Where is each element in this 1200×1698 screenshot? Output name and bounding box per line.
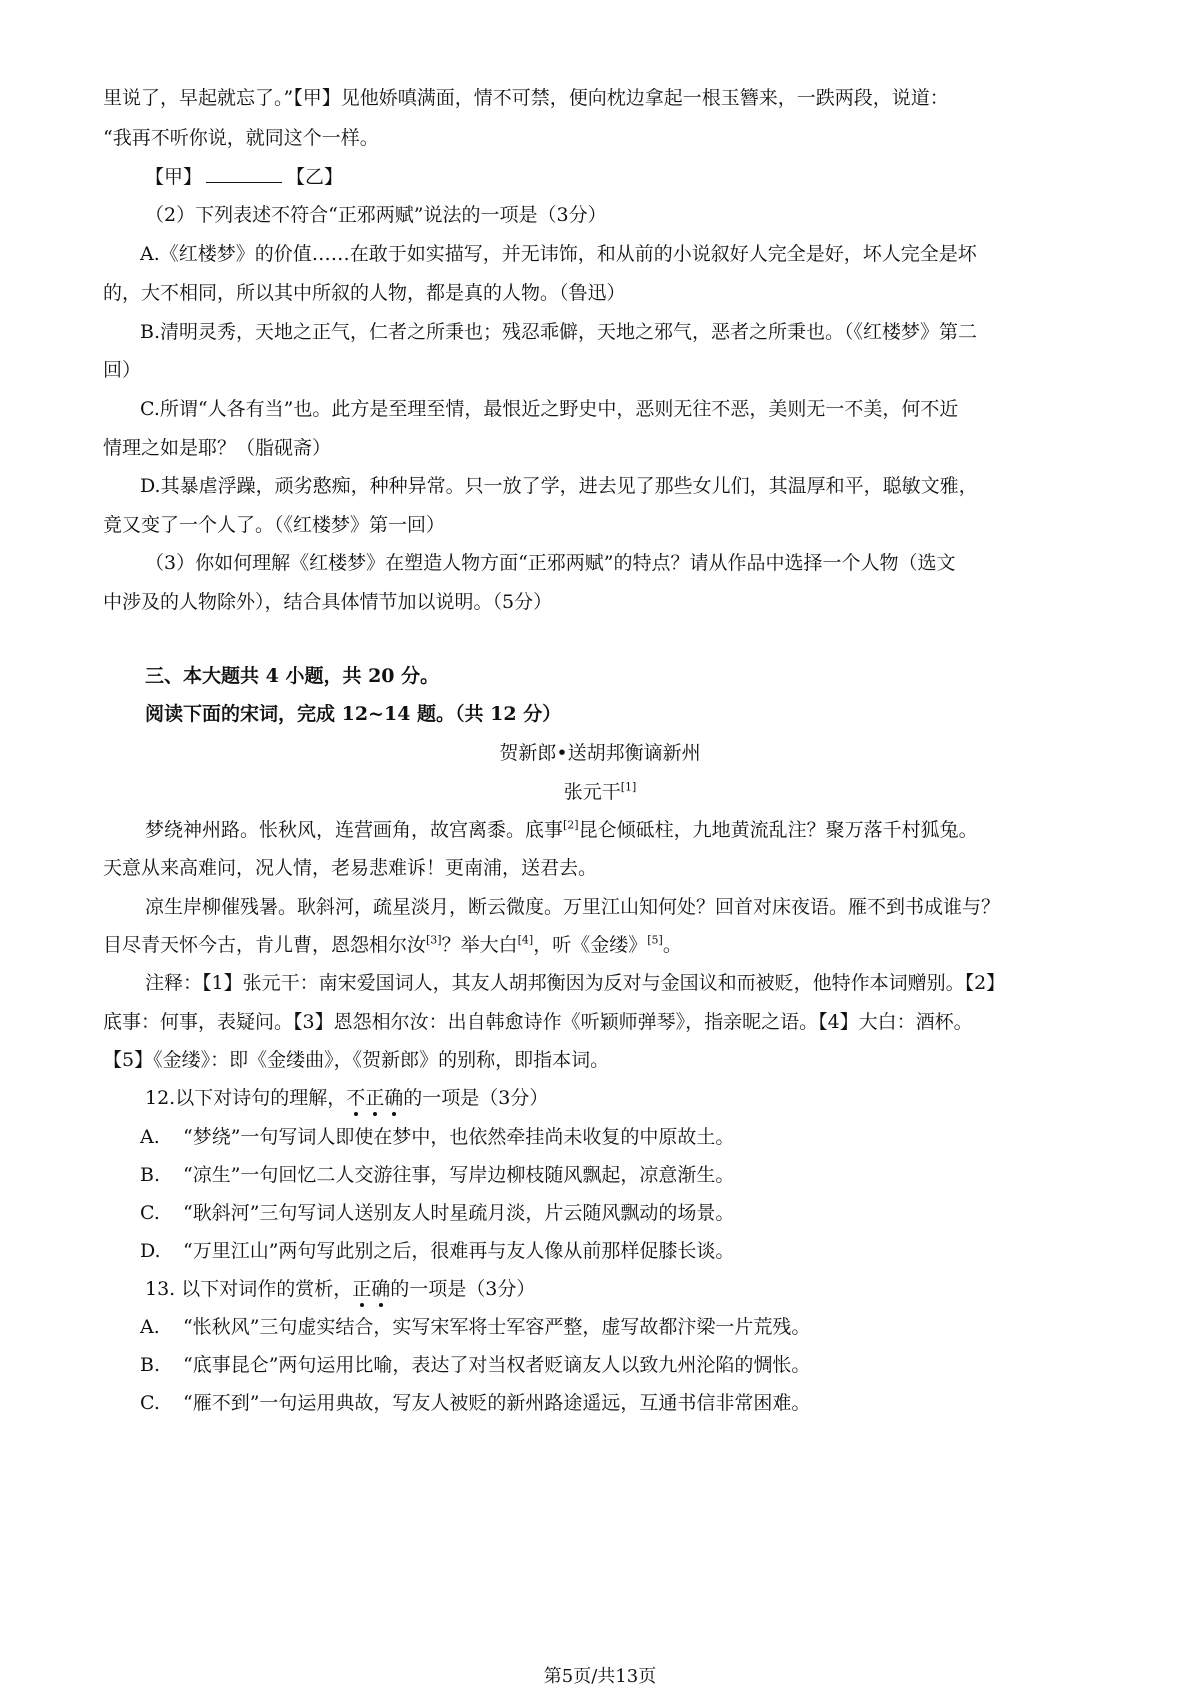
q12-option-b-label: B.	[140, 1164, 161, 1186]
section-heading: 三、本大题共 4 小题，共 20 分。	[145, 665, 440, 687]
blank-label-yi: 【乙】	[286, 166, 344, 188]
q11-option-b-line-2: 回）	[103, 359, 142, 381]
notes-line-3: 【5】《金缕》：即《金缕曲》，《贺新郎》的别称，即指本词。	[103, 1049, 610, 1071]
notes-line-1: 注释：【1】张元干：南宋爱国词人，其友人胡邦衡因为反对与金国议和而被贬，他特作本词赠别。【2】	[145, 972, 1006, 994]
emphasis-char: 确	[371, 1278, 391, 1300]
notes-line-2: 底事：何事，表疑问。【3】恩怨相尔汝：出自韩愈诗作《听颖师弹琴》，指亲昵之语。【4】大白：酒杯。	[103, 1011, 973, 1033]
passage-line-1: 里说了，早起就忘了。”【甲】见他娇嗔满面，情不可禁，便向枕边拿起一根玉簪来，一跌两段，说道：	[103, 87, 949, 109]
answer-blank[interactable]	[206, 164, 282, 183]
q11-part3-line-2: 中涉及的人物除外），结合具体情节加以说明。（5分）	[103, 591, 553, 613]
poem-stanza-1-line-2: 天意从来高难问，况人情，老易悲难诉！更南浦，送君去。	[103, 857, 598, 879]
emphasis-char: 不	[346, 1087, 366, 1109]
q13-option-b: “底事昆仑”两句运用比喻，表达了对当权者贬谪友人以致九州沦陷的惆怅。	[183, 1354, 811, 1376]
q12-stem-text: 的一项是（3分）	[403, 1087, 549, 1109]
q13-option-b-label: B.	[140, 1354, 161, 1376]
poem-author	[0, 780, 1200, 804]
q13-option-a-label: A.	[140, 1316, 160, 1338]
blank-label-jia: 【甲】	[145, 166, 203, 188]
q12-option-b: “凉生”一句回忆二人交游往事，写岸边柳枝随风飘起，凉意渐生。	[183, 1164, 735, 1186]
note-ref-4: [4]	[517, 933, 534, 947]
poem-text: 梦绕神州路。怅秋风，连营画角，故宫离黍。底事	[145, 819, 564, 841]
q11-option-a-line-2: 的，大不相同，所以其中所叙的人物，都是真的人物。（鲁迅）	[103, 282, 626, 304]
author-note-ref: [1]	[620, 780, 637, 794]
q11-option-d-line-2: 竟又变了一个人了。（《红楼梦》第一回）	[103, 514, 446, 536]
q13-option-a: “怅秋风”三句虚实结合，实写宋军将士军容严整，虚写故都汴梁一片荒残。	[183, 1316, 811, 1338]
q12-stem-text: 12.以下对诗句的理解，	[145, 1087, 347, 1109]
note-ref-2: [2]	[563, 818, 579, 832]
q11-part3-line-1: （3）你如何理解《红楼梦》在塑造人物方面“正邪两赋”的特点？请从作品中选择一个人物（选文	[145, 552, 956, 574]
poem-text: ，听《金缕》	[533, 934, 648, 956]
section-instruction: 阅读下面的宋词，完成 12~14 题。（共 12 分）	[145, 703, 562, 725]
poem-text: 目尽青天怀今古，肯儿曹，恩怨相尔汝	[103, 934, 427, 956]
q13-stem-text: 13. 以下对词作的赏析，	[145, 1278, 353, 1300]
q13-stem	[145, 1277, 535, 1301]
q12-stem	[145, 1086, 548, 1110]
page-number: 第5页/共13页	[543, 1666, 657, 1687]
q11-option-b-line-1: B.清明灵秀，天地之正气，仁者之所秉也；残忍乖僻，天地之邪气，恶者之所秉也。（《红楼梦》第二	[140, 321, 978, 343]
q12-option-a: “梦绕”一句写词人即使在梦中，也依然牵挂尚未收复的中原故土。	[183, 1126, 735, 1148]
q13-option-c-label: C.	[140, 1392, 160, 1414]
emphasis-char: 确	[384, 1087, 404, 1109]
q12-option-a-label: A.	[140, 1126, 160, 1148]
q12-option-d: “万里江山”两句写此别之后，很难再与友人像从前那样促膝长谈。	[183, 1240, 735, 1262]
emphasis-char: 正	[365, 1087, 385, 1109]
q11-option-a-line-1: A.《红楼梦》的价值……在敢于如实描写，并无讳饰，和从前的小说叙好人完全是好，坏人完全是坏	[140, 243, 977, 265]
passage-line-2: “我再不听你说，就同这个一样。	[103, 127, 379, 149]
poem-text: ？举大白	[441, 934, 518, 956]
q12-option-d-label: D.	[140, 1240, 161, 1262]
emphasis-char: 正	[352, 1278, 372, 1300]
fill-blank-line	[145, 164, 343, 189]
poem-title: 贺新郎•送胡邦衡谪新州	[499, 742, 701, 764]
q11-option-c-line-2: 情理之如是耶？（脂砚斋）	[103, 437, 332, 459]
note-ref-5: [5]	[647, 933, 663, 947]
poem-text: 昆仑倾砥柱，九地黄流乱注？聚万落千村狐兔。	[578, 819, 978, 841]
q12-option-c-label: C.	[140, 1202, 160, 1224]
poem-stanza-2-line-2	[103, 933, 682, 957]
poem-text: 。	[662, 934, 682, 956]
note-ref-3: [3]	[426, 933, 442, 947]
poem-stanza-2-line-1: 凉生岸柳催残暑。耿斜河，疏星淡月，断云微度。万里江山知何处？回首对床夜语。雁不到书成谁与？	[145, 896, 1001, 918]
q11-part2-stem: （2）下列表述不符合“正邪两赋”说法的一项是（3分）	[145, 204, 607, 226]
poem-author-name: 张元干	[563, 781, 621, 803]
poem-stanza-1-line-1	[145, 818, 978, 842]
q11-option-c-line-1: C.所谓“人各有当”也。此方是至理至情，最恨近之野史中，恶则无往不恶，美则无一不美，何不近	[140, 398, 959, 420]
q12-option-c: “耿斜河”三句写词人送别友人时星疏月淡，片云随风飘动的场景。	[183, 1202, 735, 1224]
q13-stem-text: 的一项是（3分）	[390, 1278, 536, 1300]
q11-option-d-line-1: D.其暴虐浮躁，顽劣憨痴，种种异常。只一放了学，进去见了那些女儿们，其温厚和平，聪敏文雅，	[140, 475, 978, 497]
q13-option-c: “雁不到”一句运用典故，写友人被贬的新州路途遥远，互通书信非常困难。	[183, 1392, 811, 1414]
